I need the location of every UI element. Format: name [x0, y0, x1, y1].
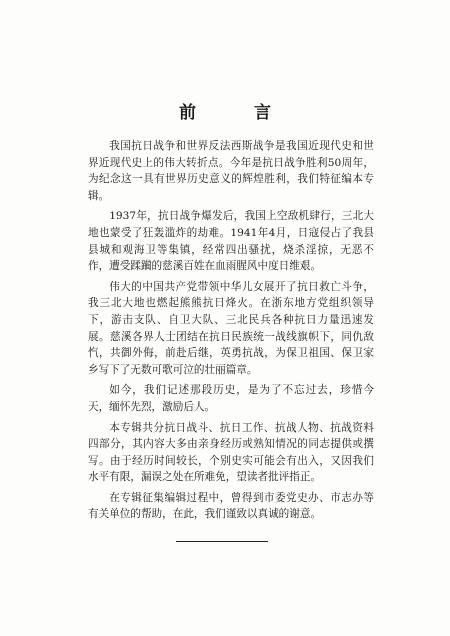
paragraph-3: 伟大的中国共产党带领中华儿女展开了抗日救亡斗争，我三北大地也燃起熊熊抗日烽火。在浙东地方党组织领导下，游击支队、自卫大队、三北民兵各种抗日力量迅速发展。慈溪各界人士团结在抗日民族统一战线旗帜下，同仇敌忾，共御外侮，前赴后继，英勇抗战，为保卫祖国、保卫家乡写下了无数可歌可泣的壮丽篇章。	[88, 280, 374, 376]
paragraph-1: 我国抗日战争和世界反法西斯战争是我国近现代史和世界近现代史上的伟大转折点。今年是抗日战争胜利50周年，为纪念这一具有世界历史意义的辉煌胜利，我们特征编本专辑。	[88, 140, 374, 202]
paragraph-5: 本专辑共分抗日战斗、抗日工作、抗战人物、抗战资料四部分，其内容大多由亲身经历或熟知情况的同志提供或撰写。由于经历时间较长，个别史实可能会有出入，又因我们水平有限，漏误之处在所难免，望读者批评指正。	[88, 421, 374, 484]
paragraph-6: 在专辑征集编辑过程中，曾得到市委党史办、市志办等有关单位的帮助，在此，我们谨致以真诚的谢意。	[88, 491, 374, 521]
paragraph-4: 如今，我们记述那段历史，是为了不忘过去，珍惜今天，缅怀先烈，激励后人。	[88, 384, 374, 413]
page-title: 前 言	[179, 103, 297, 123]
paragraph-2: 1937年，抗日战争爆发后，我国上空敌机肆行，三北大地也蒙受了狂轰滥炸的劫难。1941年4月，日寇侵占了我县县城和观海卫等集镇，经常四出骚扰，烧杀淫掠，无恶不作，遭受蹂躏的慈溪百姓在血雨腥风中度日维艰。	[88, 210, 374, 273]
end-divider-line	[176, 541, 268, 542]
preface-body	[88, 138, 374, 527]
